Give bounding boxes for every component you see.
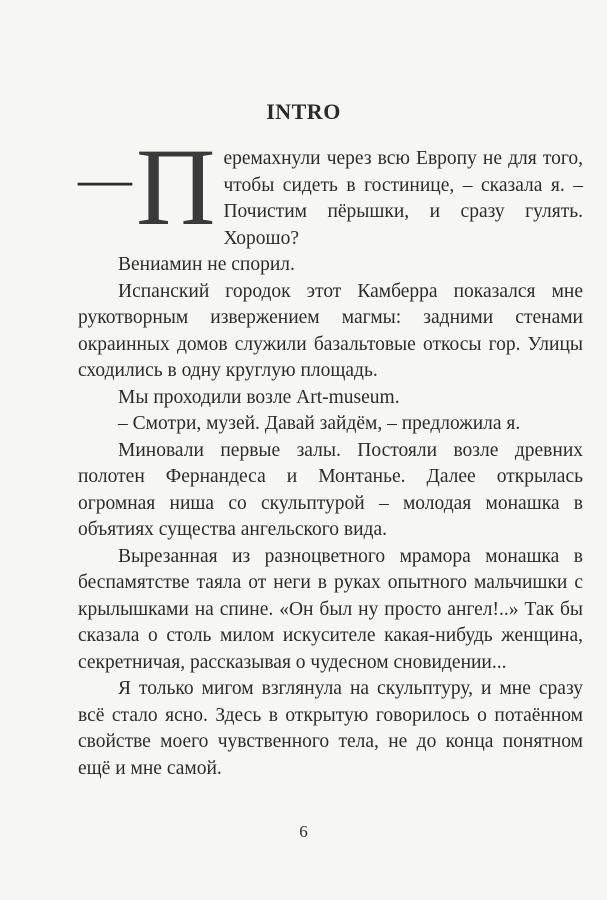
body-text xyxy=(78,126,583,782)
paragraph-4: Мы проходили возле Art-museum. xyxy=(118,386,400,408)
paragraph-2: Вениамин не спорил. xyxy=(118,254,295,275)
page-number: 6 xyxy=(299,822,308,841)
paragraph-8: Я только мигом взглянула на скульптуру, и мне сразу всё стало ясно. Здесь в открытую говорилось о потаённом свойстве моего чувственного тела, не до конца понятном ещё и мне самой. xyxy=(78,678,583,779)
dropcap-letter: П xyxy=(136,126,216,248)
paragraph-6: Миновали первые залы. Постояли возле древних полотен Фернандеса и Монтанье. Далее открылась огромная ниша со скульптурой – молодая монашка в объятиях существа ангельского вида. xyxy=(78,439,583,540)
paragraph-1-text: еремахнули через всю Европу не для того, чтобы сидеть в гостинице, – сказала я. – Почистим пёрышки, и сразу гулять. Хорошо? xyxy=(223,148,583,249)
paragraph-1 xyxy=(78,126,583,252)
dropcap-dash: — xyxy=(78,149,132,209)
paragraph-5: – Смотри, музей. Давай зайдём, – предложила я. xyxy=(118,413,521,434)
chapter-title: INTRO xyxy=(266,99,341,124)
dropcap-block xyxy=(78,126,216,248)
paragraph-3: Испанский городок этот Камберра показался мне рукотворным извержением магмы: задними стенами окраинных домов служили базальтовые откосы гор. Улицы сходились в одну круглую площадь. xyxy=(78,280,583,381)
paragraph-7: Вырезанная из разноцветного мрамора монашка в беспамятстве таяла от неги в руках опытного мальчишки с крылышками на спине. «Он был ну просто ангел!..» Так бы сказала о столь милом искусителе какая-нибудь женщина, секретничая, рассказывая о чудесном сновидении... xyxy=(78,545,583,673)
